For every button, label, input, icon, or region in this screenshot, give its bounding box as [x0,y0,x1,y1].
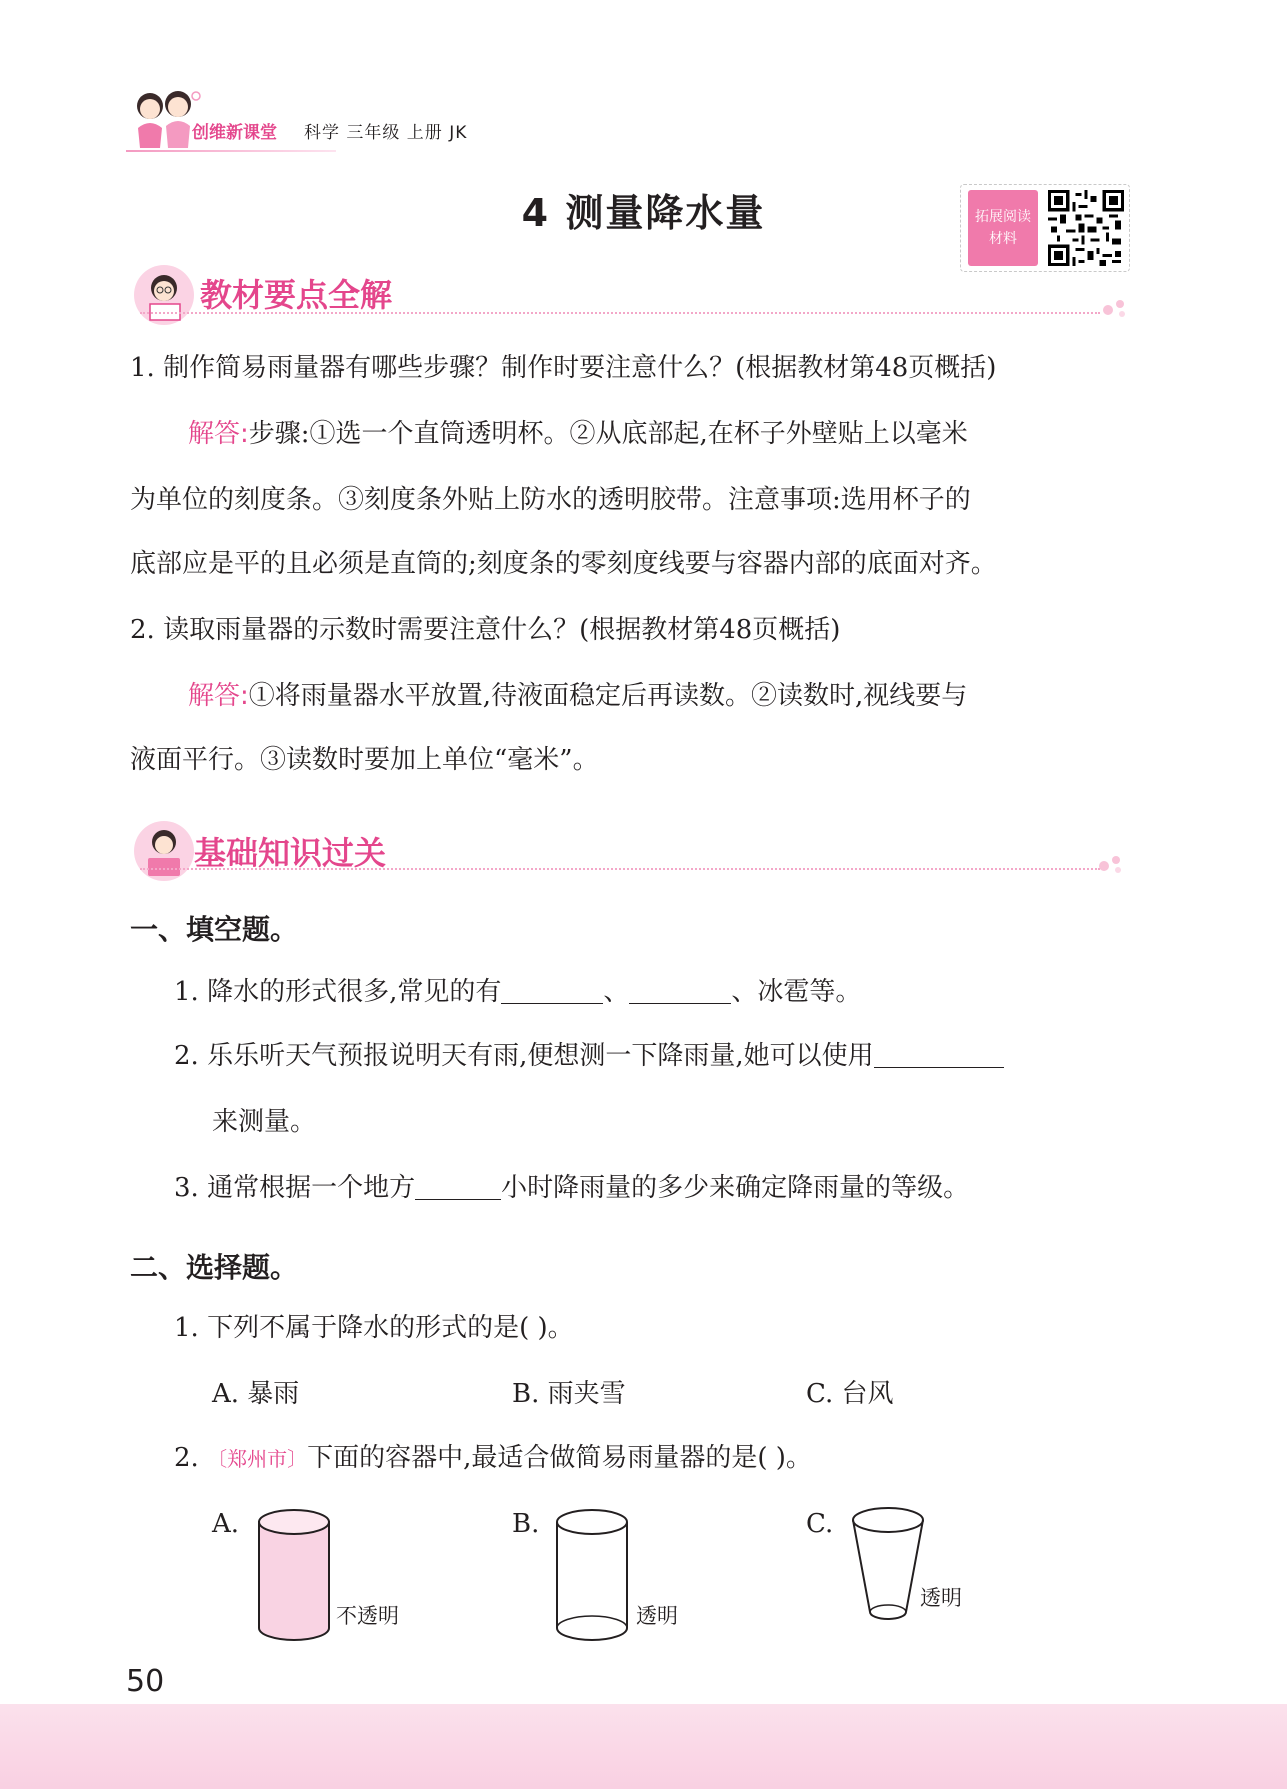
region-tag: 〔郑州市〕 [207,1447,308,1471]
answer-label: 解答: [188,681,249,711]
lesson-title: 4 测量降水量 [521,191,766,235]
answer-text: ①将雨量器水平放置,待液面稳定后再读数。②读数时,视线要与 [248,681,968,711]
extension-label-line2: 材料 [989,231,1017,247]
fill-q3-after: 小时降雨量的多少来确定降雨量的等级。 [501,1173,970,1203]
answer-blank[interactable] [415,1173,501,1200]
choice-question-2 [174,1442,812,1475]
header-brand: 创维新课堂 [192,123,277,143]
key-answer-1-line2: 为单位的刻度条。③刻度条外贴上防水的透明胶带。注意事项:选用杯子的 [130,485,971,515]
transparent-cylinder-cup-icon[interactable] [554,1508,630,1644]
key-answer-2-line1 [188,680,967,712]
container-option-b-letter[interactable]: B. [512,1509,540,1539]
container-option-a-letter[interactable]: A. [212,1509,240,1539]
key-answer-1-line3: 底部应是平的且必须是直筒的;刻度条的零刻度线要与容器内部的底面对齐。 [130,549,997,579]
section-divider [140,868,1100,870]
container-option-b-caption: 透明 [636,1604,678,1628]
teacher-mascot-icon [130,262,202,328]
fill-q2-text: 2. 乐乐听天气预报说明天有雨,便想测一下降雨量,她可以使用 [174,1041,874,1071]
choice-q2-number: 2. [174,1443,199,1473]
part-title-multiple-choice: 二、选择题。 [130,1251,299,1284]
student-mascot-icon [130,818,202,884]
choice-option-b[interactable]: B. 雨夹雪 [512,1379,626,1409]
choice-option-c[interactable]: C. 台风 [806,1379,894,1409]
key-question-2: 2. 读取雨量器的示数时需要注意什么？(根据教材第48页概括) [130,615,841,645]
qr-code-icon[interactable] [1048,190,1124,266]
container-option-c-caption: 透明 [920,1586,962,1610]
choice-q2-text: 下面的容器中,最适合做简易雨量器的是( )。 [307,1443,812,1473]
answer-blank[interactable] [629,977,731,1004]
section-title-basic-knowledge: 基础知识过关 [194,834,387,872]
fill-question-2 [174,1040,1004,1072]
dots-decoration-icon [1096,852,1126,874]
section-divider [140,312,1100,314]
key-answer-1-line1 [188,418,968,450]
fill-q1-sep: 、 [603,977,630,1007]
extension-reading-label [968,190,1038,266]
answer-label: 解答: [188,419,249,449]
answer-text: 步骤:①选一个直筒透明杯。②从底部起,在杯子外壁贴上以毫米 [248,419,968,449]
footer-band [0,1704,1287,1789]
fill-question-1 [174,976,861,1008]
page-number: 50 [126,1664,165,1699]
part-title-fill-blank: 一、填空题。 [130,913,299,946]
opaque-cylinder-cup-icon[interactable] [256,1508,332,1644]
section-title-key-points: 教材要点全解 [200,276,393,314]
fill-question-3 [174,1172,969,1204]
fill-q1-after: 、冰雹等。 [731,977,862,1007]
container-option-a-caption: 不透明 [336,1604,399,1628]
key-answer-2-line2: 液面平行。③读数时要加上单位“毫米”。 [130,745,599,775]
key-question-1: 1. 制作简易雨量器有哪些步骤？制作时要注意什么？(根据教材第48页概括) [130,353,997,383]
dots-decoration-icon [1100,296,1130,318]
transparent-tapered-cup-icon[interactable] [850,1506,926,1624]
fill-question-2-line2: 来测量。 [212,1107,317,1137]
choice-option-a[interactable]: A. 暴雨 [212,1379,300,1409]
header-divider [126,150,336,152]
header-subject: 科学 三年级 上册 JK [304,123,468,143]
answer-blank[interactable] [501,977,603,1004]
choice-question-1: 1. 下列不属于降水的形式的是( )。 [174,1313,574,1343]
extension-label-line1: 拓展阅读 [975,209,1031,225]
fill-q1-text: 1. 降水的形式很多,常见的有 [174,977,502,1007]
container-option-c-letter[interactable]: C. [806,1509,834,1539]
fill-q3-text: 3. 通常根据一个地方 [174,1173,416,1203]
answer-blank[interactable] [874,1041,1004,1068]
